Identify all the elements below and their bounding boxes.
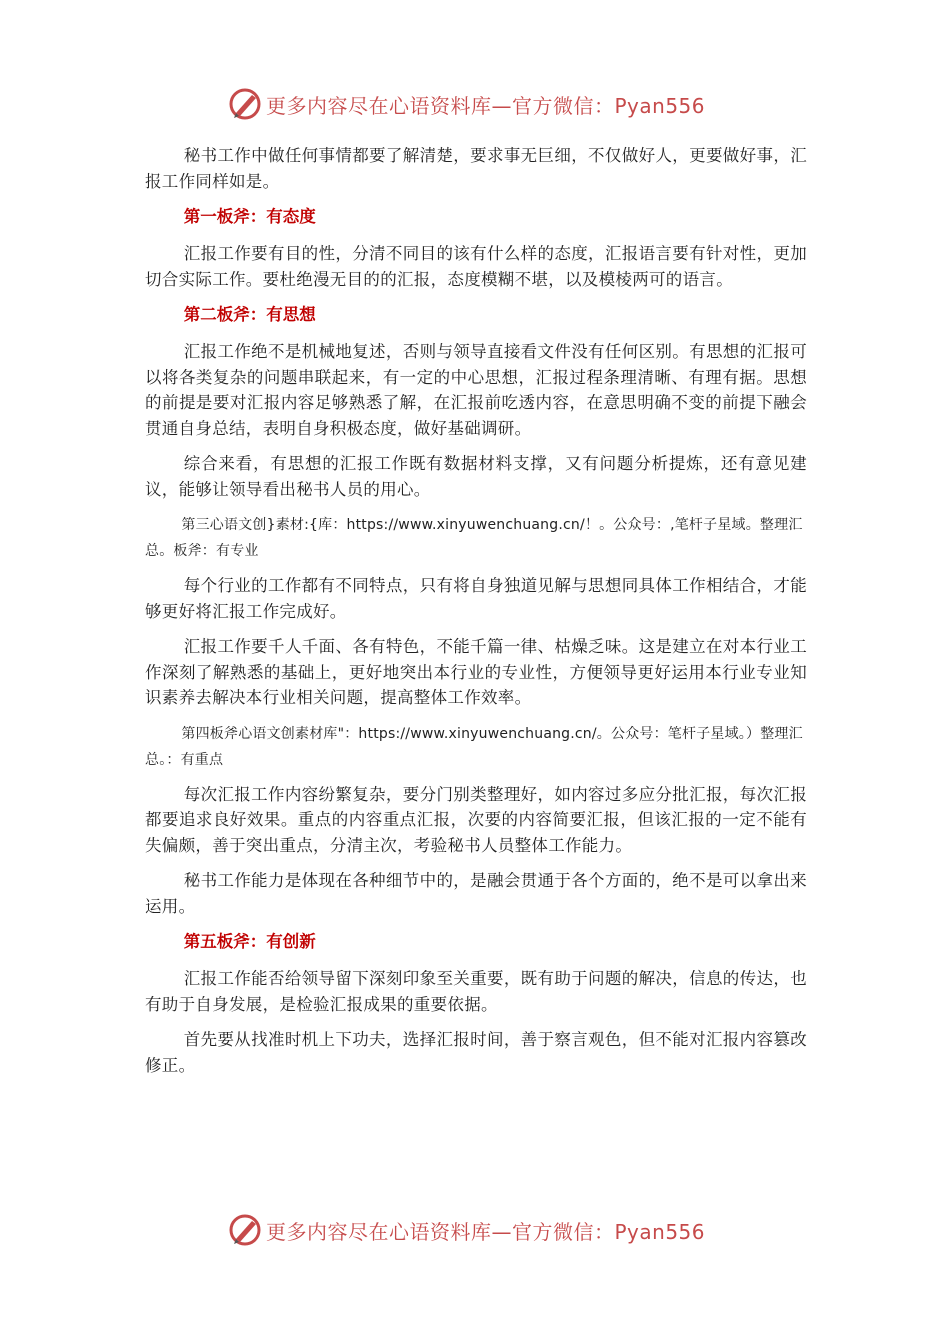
paragraph: 汇报工作能否给领导留下深刻印象至关重要，既有助于问题的解决，信息的传达，也有助于自身发展，是检验汇报成果的重要依据。 — [145, 969, 807, 1014]
pen-logo-icon — [228, 1213, 262, 1247]
section-heading: 第五板斧：有创新 — [183, 932, 316, 951]
header-banner-text: 更多内容尽在心语资料库—官方微信：Pyan556 — [266, 93, 706, 118]
document-body — [145, 143, 807, 1088]
paragraph: 汇报工作要千人千面、各有特色，不能千篇一律、枯燥乏味。这是建立在对本行业工作深刻了解熟悉的基础上，更好地突出本行业的专业性，方便领导更好运用本行业专业知识素养去解决本行业相关问题，提高整体工作效率。 — [145, 637, 807, 707]
paragraph: 秘书工作中做任何事情都要了解清楚，要求事无巨细，不仅做好人，更要做好事，汇报工作同样如是。 — [145, 146, 807, 191]
section-heading-with-watermark: 第四板斧心语文创素材库"：https://www.xinyuwenchuang.cn/。公众号：笔杆子星域。）整理汇总。：有重点 — [145, 725, 803, 768]
paragraph: 每个行业的工作都有不同特点，只有将自身独道见解与思想同具体工作相结合，才能够更好将汇报工作完成好。 — [145, 576, 807, 621]
footer-banner-text: 更多内容尽在心语资料库—官方微信：Pyan556 — [266, 1219, 706, 1244]
header-banner — [228, 84, 728, 124]
section-heading: 第一板斧：有态度 — [183, 207, 316, 226]
paragraph: 秘书工作能力是体现在各种细节中的，是融会贯通于各个方面的，绝不是可以拿出来运用。 — [145, 871, 807, 916]
paragraph: 首先要从找准时机上下功夫，选择汇报时间，善于察言观色，但不能对汇报内容篡改修正。 — [145, 1030, 807, 1075]
section-heading-with-watermark: 第三心语文创}素材:{库：https://www.xinyuwenchuang.cn/！。公众号：,笔杆子星域。整理汇总。板斧：有专业 — [145, 517, 803, 559]
paragraph: 汇报工作绝不是机械地复述，否则与领导直接看文件没有任何区别。有思想的汇报可以将各类复杂的问题串联起来，有一定的中心思想，汇报过程条理清晰、有理有据。思想的前提是要对汇报内容足够熟悉了解，在汇报前吃透内容，在意思明确不变的前提下融会贯通自身总结，表明自身积极态度，做好基础调研。 — [145, 342, 807, 438]
pen-logo-icon — [228, 87, 262, 121]
section-heading: 第二板斧：有思想 — [183, 305, 316, 324]
paragraph: 每次汇报工作内容纷繁复杂，要分门别类整理好，如内容过多应分批汇报，每次汇报都要追求良好效果。重点的内容重点汇报，次要的内容简要汇报，但该汇报的一定不能有失偏颇，善于突出重点，分清主次，考验秘书人员整体工作能力。 — [145, 784, 807, 855]
footer-banner — [228, 1210, 728, 1250]
paragraph: 汇报工作要有目的性，分清不同目的该有什么样的态度，汇报语言要有针对性，更加切合实际工作。要杜绝漫无目的的汇报，态度模糊不堪，以及模棱两可的语言。 — [145, 244, 807, 289]
paragraph: 综合来看，有思想的汇报工作既有数据材料支撑，又有问题分析提炼，还有意见建议，能够让领导看出秘书人员的用心。 — [145, 454, 807, 499]
